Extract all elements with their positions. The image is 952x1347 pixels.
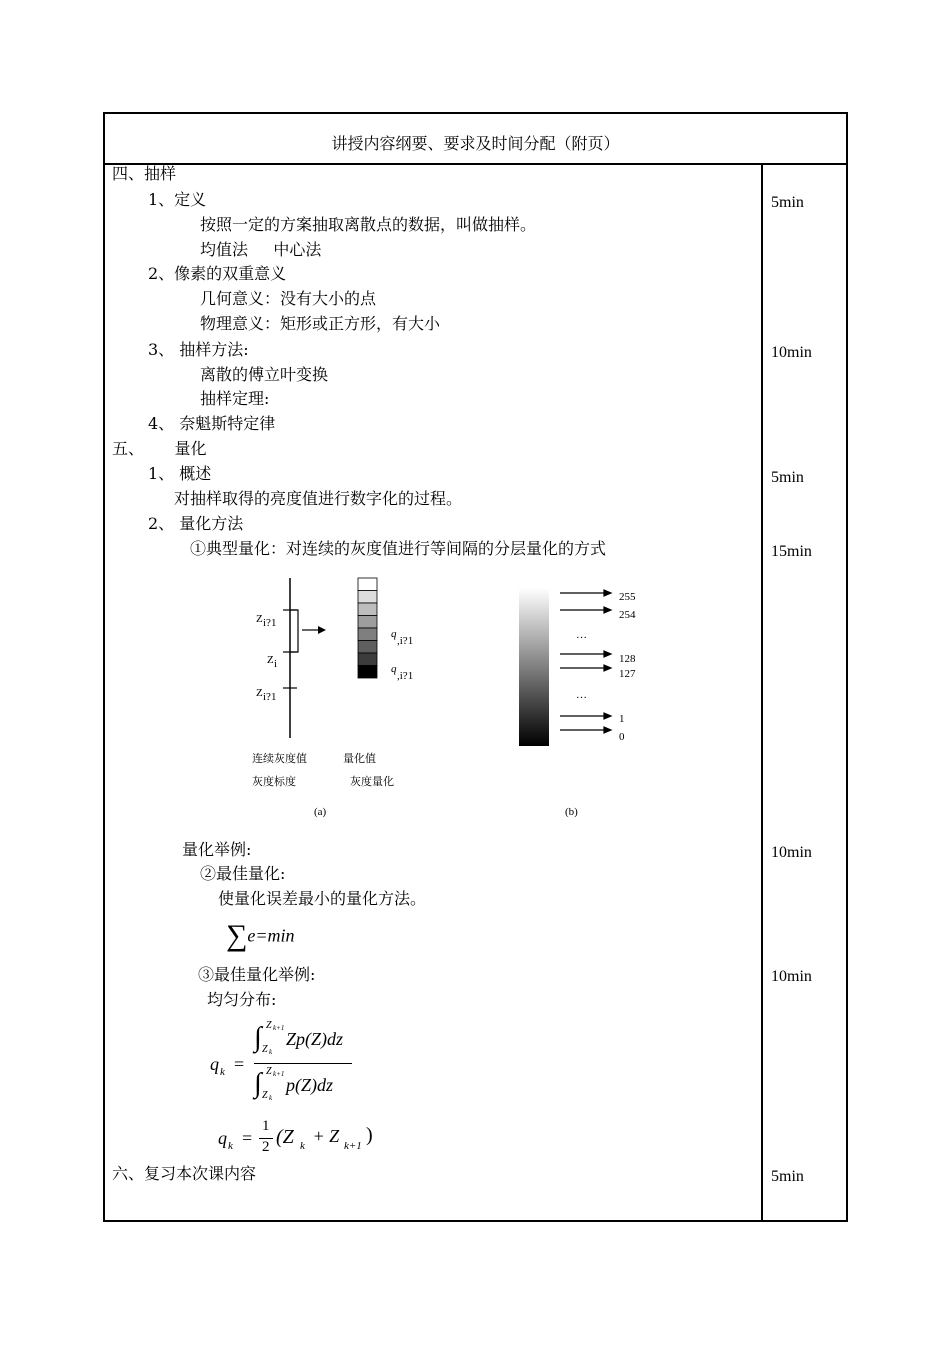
- table-header: [105, 114, 846, 165]
- level-254: 254: [619, 609, 636, 621]
- overview-text: 对抽样取得的亮度值进行数字化的过程。: [174, 489, 463, 508]
- optimal-quant: ②最佳量化:: [200, 864, 286, 883]
- gradient-bar: [519, 588, 549, 746]
- label-gray-quant: 灰度量化: [350, 775, 394, 788]
- item-definition: 1、定义: [148, 190, 207, 209]
- paren-open-z: (Z: [276, 1126, 294, 1148]
- section-4-heading: 四、抽样: [112, 164, 177, 183]
- plus-z: + Z: [308, 1126, 340, 1146]
- numerator-integrand: Zp(Z)dz: [286, 1029, 344, 1049]
- caption-a: (a): [314, 806, 327, 818]
- qk-subscript: k: [220, 1066, 225, 1078]
- half-numerator: 1: [262, 1118, 270, 1134]
- item-quant-method: 2、 量化方法: [148, 514, 244, 533]
- level-arrows: [560, 590, 611, 733]
- level-128: 128: [619, 653, 636, 665]
- time-quant-example: 10min: [771, 844, 812, 861]
- qk-mean-formula: [218, 1118, 378, 1162]
- equals-sign: =: [234, 1054, 245, 1074]
- q-lower-label: q: [391, 663, 397, 675]
- q-lower-sub: ,i?1: [397, 670, 414, 682]
- num-upper-limit-sub: k+1: [273, 1024, 285, 1032]
- den-upper-limit-sub: k+1: [273, 1070, 285, 1078]
- num-lower-limit-sub: k: [269, 1048, 273, 1056]
- z-upper-sub: i?1: [263, 617, 277, 629]
- z-lower-label: Z: [256, 687, 263, 699]
- time-typical-quant: 15min: [771, 543, 812, 560]
- time-review: 5min: [771, 1168, 804, 1185]
- item-sampling-method: 3、 抽样方法:: [148, 340, 249, 359]
- quant-example: 量化举例:: [182, 840, 252, 859]
- level-dots-upper: …: [576, 629, 587, 641]
- q-upper-sub: ,i?1: [397, 635, 414, 647]
- label-gray-scale: 灰度标度: [252, 775, 296, 788]
- section-5-heading: 五、 量化: [112, 439, 207, 458]
- interval-bracket: [290, 610, 298, 652]
- paren-sub-k: k: [300, 1140, 305, 1152]
- geometric-meaning: 几何意义：没有大小的点: [200, 289, 377, 308]
- z-mid-sub: i: [274, 658, 278, 670]
- quantization-figure: [230, 570, 650, 830]
- item-pixel-meaning: 2、像素的双重意义: [148, 264, 287, 283]
- optimal-quant-desc: 使量化误差最小的量化方法。: [218, 889, 427, 908]
- paren-sub-k1: k+1: [344, 1140, 362, 1152]
- z-mid-label: Z: [267, 654, 274, 666]
- fraction-bar: [254, 1063, 352, 1064]
- arrow-head: [318, 626, 326, 634]
- level-dots-lower: …: [576, 689, 587, 701]
- qk-subscript-2: k: [228, 1140, 233, 1152]
- half-denominator: 2: [262, 1139, 270, 1155]
- num-lower-limit: Z: [262, 1044, 268, 1055]
- equals-sign-2: =: [242, 1128, 253, 1148]
- den-lower-limit-sub: k: [269, 1094, 273, 1102]
- label-continuous-gray: 连续灰度值: [252, 752, 307, 765]
- section-6-heading: 六、复习本次课内容: [112, 1164, 257, 1183]
- page-title: 讲授内容纲要、要求及时间分配（附页）: [331, 134, 620, 153]
- time-sampling-method: 10min: [771, 344, 812, 361]
- z-lower-sub: i?1: [263, 691, 277, 703]
- sum-expression: e=min: [247, 925, 295, 946]
- optimal-quant-example: ③最佳量化举例:: [198, 965, 316, 984]
- item-overview: 1、 概述: [148, 464, 212, 483]
- dft-text: 离散的傅立叶变换: [200, 365, 329, 384]
- column-divider: [761, 165, 763, 1220]
- integral-sign-den: ∫: [254, 1068, 262, 1099]
- typical-quant: ①典型量化：对连续的灰度值进行等间隔的分层量化的方式: [190, 539, 607, 558]
- time-overview: 5min: [771, 469, 804, 486]
- qk-symbol-2: q: [218, 1128, 227, 1148]
- q-upper-label: q: [391, 628, 397, 640]
- paren-close: ): [366, 1124, 373, 1146]
- uniform-distribution: 均匀分布:: [207, 990, 277, 1009]
- sum-formula: [226, 918, 295, 954]
- time-optimal-example: 10min: [771, 968, 812, 985]
- denominator-integrand: p(Z)dz: [286, 1075, 334, 1095]
- z-upper-label: Z: [256, 613, 263, 625]
- caption-b: (b): [565, 806, 578, 818]
- quantized-levels: [358, 578, 377, 678]
- item-nyquist: 4、 奈魁斯特定律: [148, 414, 276, 433]
- qk-symbol: q: [210, 1054, 219, 1074]
- qk-integral-formula: [210, 1020, 370, 1106]
- definition-text: 按照一定的方案抽取离散点的数据，叫做抽样。: [200, 215, 537, 234]
- methods-text: 均值法 中心法: [200, 240, 322, 259]
- level-127: 127: [619, 668, 636, 680]
- level-255: 255: [619, 591, 636, 603]
- num-upper-limit: Z: [266, 1020, 272, 1031]
- den-lower-limit: Z: [262, 1090, 268, 1101]
- level-1: 1: [619, 713, 625, 725]
- label-quantized-value: 量化值: [343, 752, 376, 765]
- physical-meaning: 物理意义：矩形或正方形，有大小: [200, 314, 441, 333]
- sigma-symbol: ∑: [226, 919, 248, 952]
- den-upper-limit: Z: [266, 1066, 272, 1077]
- level-0: 0: [619, 731, 625, 743]
- sampling-theorem: 抽样定理:: [200, 389, 270, 408]
- integral-sign-num: ∫: [254, 1022, 262, 1053]
- time-definition: 5min: [771, 194, 804, 211]
